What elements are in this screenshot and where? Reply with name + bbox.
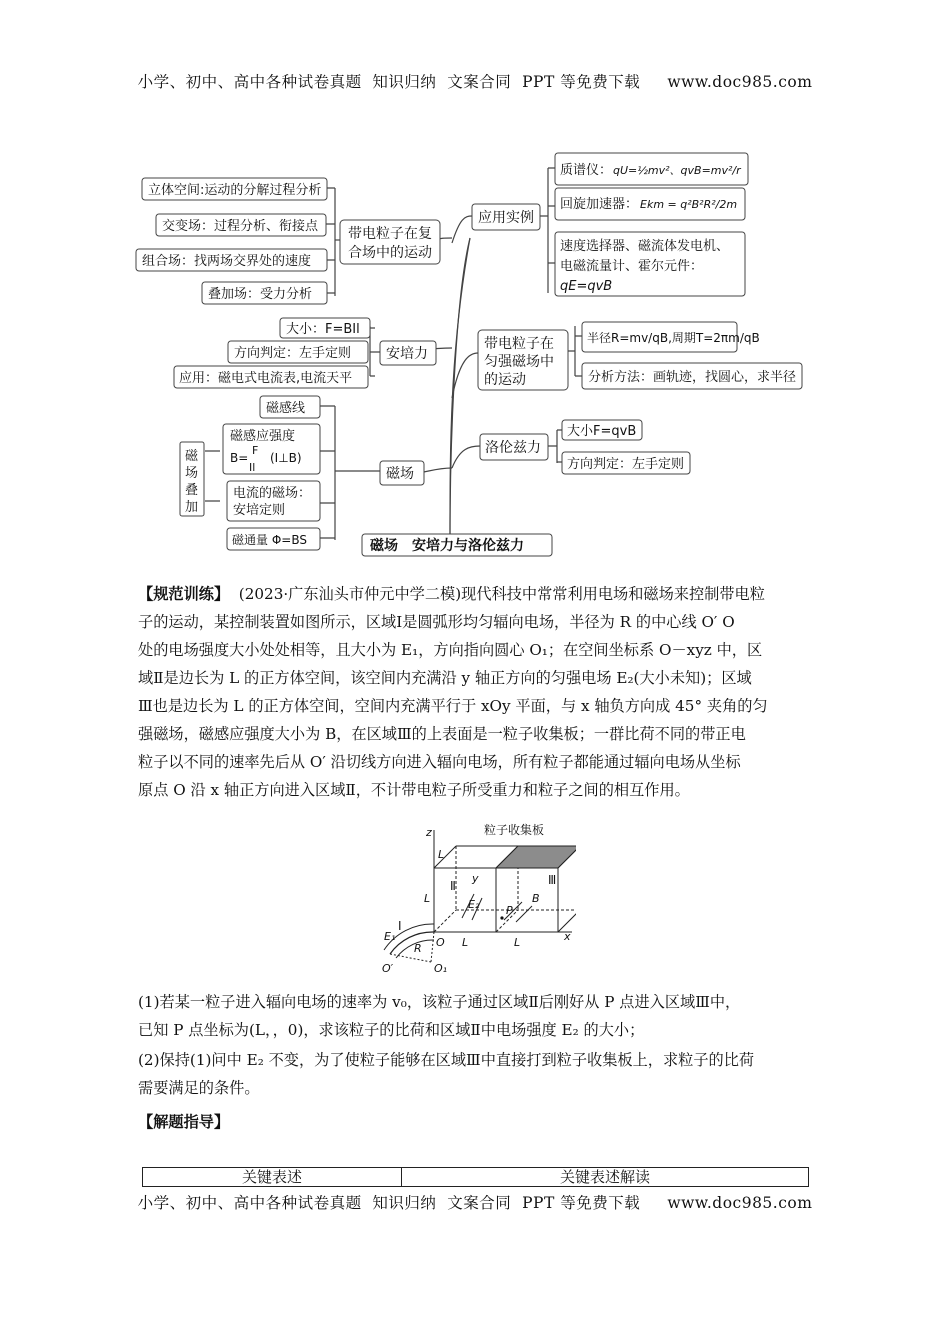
map-item-3d-space: 立体空间:运动的分解过程分析 bbox=[148, 183, 322, 198]
problem-tag: 【规范训练】 bbox=[138, 585, 230, 603]
problem-line-3: 处的电场强度大小处处相等，且大小为 E₁，方向指向圆心 O₁；在空间坐标系 O－xyz 中，区 bbox=[138, 641, 763, 659]
map-field-current-2: 安培定则 bbox=[233, 503, 286, 518]
map-side-4: 加 bbox=[185, 500, 199, 515]
fig-E2: E₂ bbox=[468, 898, 480, 911]
map-field-intensity-den: Il bbox=[249, 461, 256, 474]
map-devices-2: 电磁流量计、霍尔元件： bbox=[560, 259, 704, 274]
table-row bbox=[143, 1168, 809, 1187]
map-uniform-title-1: 带电粒子在 bbox=[484, 336, 554, 352]
fig-O1: O₁ bbox=[434, 962, 448, 975]
apparatus-figure bbox=[376, 822, 576, 977]
map-lorentz-direction: 方向判定：左手定则 bbox=[567, 457, 685, 472]
fig-L4: L bbox=[514, 936, 521, 949]
question-1-line-1: (1)若某一粒子进入辐向电场的速率为 v₀，该粒子通过区域Ⅱ后刚好从 P 点进入区域Ⅲ中， bbox=[138, 993, 741, 1011]
map-item-combined: 组合场：找两场交界处的速度 bbox=[142, 254, 312, 269]
map-field-intensity-title: 磁感应强度 bbox=[230, 429, 296, 444]
map-uniform-title-2: 匀强磁场中 bbox=[484, 354, 554, 370]
map-item-superposed: 叠加场：受力分析 bbox=[208, 287, 313, 302]
problem-line-1: (2023·广东汕头市仲元中学二模)现代科技中常常利用电场和磁场来控制带电粒 bbox=[238, 585, 765, 603]
map-ampere-direction: 方向判定：左手定则 bbox=[234, 346, 352, 361]
fig-R: R bbox=[414, 942, 422, 955]
guide-title: 【解题指导】 bbox=[138, 1113, 230, 1131]
map-root: 磁场 安培力与洛伦兹力 bbox=[370, 538, 524, 554]
problem-line-5: Ⅲ也是边长为 L 的正方体空间，空间内充满平行于 xOy 平面，与 x 轴负方向成 45° 夹角的匀 bbox=[138, 697, 768, 715]
map-side-2: 场 bbox=[185, 466, 199, 481]
map-uniform-radius: 半径R=mv/qB,周期T=2πm/qB bbox=[587, 331, 760, 345]
fig-z: z bbox=[426, 826, 432, 839]
question-2-line-1: (2)保持(1)问中 E₂ 不变，为了使粒子能够在区域Ⅲ中直接打到粒子收集板上，求粒子的比荷 bbox=[138, 1051, 755, 1069]
map-field-intensity-formula: B= bbox=[230, 451, 249, 465]
problem-line-6: 强磁场，磁感应强度大小为 B，在区域Ⅲ的上表面是一粒子收集板；一群比荷不同的带正电 bbox=[138, 725, 746, 743]
map-field-flux: 磁通量 Φ=BS bbox=[232, 533, 307, 547]
map-cyclotron: 回旋加速器： bbox=[560, 197, 639, 212]
map-side-1: 磁 bbox=[185, 449, 199, 464]
map-app-title: 应用实例 bbox=[478, 210, 534, 226]
fig-O: O bbox=[436, 936, 445, 949]
map-uniform-title-3: 的运动 bbox=[484, 372, 526, 388]
map-ampere-application: 应用：磁电式电流表,电流天平 bbox=[179, 371, 353, 386]
question-1-line-2: 已知 P 点坐标为(L，，0)，求该粒子的比荷和区域Ⅱ中电场强度 E₂ 的大小； bbox=[138, 1021, 645, 1039]
map-item-alternating: 交变场：过程分析、衔接点 bbox=[162, 219, 319, 234]
map-mass-spec-formula: qU=½mv²、qvB=mv²/r bbox=[613, 164, 741, 177]
map-field-current-1: 电流的磁场： bbox=[233, 486, 312, 501]
fig-x: x bbox=[564, 930, 571, 943]
problem-line-4: 域Ⅱ是边长为 L 的正方体空间，该空间内充满沿 y 轴正方向的匀强电场 E₂(大小未知)；区域 bbox=[138, 669, 752, 687]
map-lorentz-magnitude: 大小F=qvB bbox=[567, 424, 637, 439]
problem-line-7: 粒子以不同的速率先后从 O′ 沿切线方向进入辐向电场，所有粒子都能通过辐向电场从坐标 bbox=[138, 753, 741, 771]
map-devices-1: 速度选择器、磁流体发电机、 bbox=[560, 239, 730, 254]
mind-map bbox=[130, 148, 810, 558]
page-footer: 小学、初中、高中各种试卷真题 知识归纳 文案合同 PPT 等免费下载 www.doc985.com bbox=[137, 1194, 813, 1212]
map-field-lines: 磁感线 bbox=[266, 401, 306, 416]
map-composite-title-2: 合场中的运动 bbox=[348, 245, 432, 261]
map-field-intensity-num: F bbox=[252, 444, 259, 457]
map-lorentz-title: 洛伦兹力 bbox=[485, 440, 541, 456]
page-header: 小学、初中、高中各种试卷真题 知识归纳 文案合同 PPT 等免费下载 www.doc985.com bbox=[137, 73, 813, 91]
problem-line-8: 原点 O 沿 x 轴正方向进入区域Ⅱ，不计带电粒子所受重力和粒子之间的相互作用。 bbox=[138, 781, 690, 799]
question-1 bbox=[138, 988, 818, 1044]
map-field-intensity-cond: (I⊥B) bbox=[270, 451, 302, 465]
fig-Oprime: O′ bbox=[382, 962, 394, 975]
fig-P: P bbox=[506, 904, 513, 917]
fig-B: B bbox=[532, 892, 540, 905]
map-uniform-method: 分析方法：画轨迹，找圆心，求半径 bbox=[588, 370, 797, 385]
fig-E1: E₁ bbox=[384, 930, 396, 943]
fig-region3: Ⅲ bbox=[548, 873, 557, 887]
map-ampere-magnitude: 大小：F=BIl bbox=[286, 322, 360, 337]
fig-region2: Ⅱ bbox=[450, 879, 456, 893]
map-cyclotron-formula: Ekm = q²B²R²/2m bbox=[640, 198, 738, 211]
key-expression-table bbox=[142, 1167, 809, 1187]
map-mass-spec: 质谱仪： bbox=[560, 163, 613, 178]
fig-region1: Ⅰ bbox=[398, 919, 402, 933]
problem-text bbox=[138, 580, 818, 804]
table-header-interpretation: 关键表述解读 bbox=[402, 1168, 809, 1187]
fig-plate-label: 粒子收集板 bbox=[484, 823, 545, 837]
fig-y: y bbox=[472, 872, 479, 885]
fig-L2: L bbox=[424, 892, 431, 905]
fig-L3: L bbox=[462, 936, 469, 949]
map-ampere-title: 安培力 bbox=[386, 346, 428, 362]
map-devices-3: qE=qvB bbox=[560, 279, 613, 294]
fig-L1: L bbox=[438, 848, 445, 861]
table-header-expression: 关键表述 bbox=[143, 1168, 402, 1187]
map-side-3: 叠 bbox=[185, 483, 199, 498]
map-field-title: 磁场 bbox=[386, 466, 414, 482]
map-composite-title-1: 带电粒子在复 bbox=[348, 226, 432, 242]
question-2 bbox=[138, 1046, 818, 1102]
problem-line-2: 子的运动，某控制装置如图所示，区域Ⅰ是圆弧形均匀辐向电场，半径为 R 的中心线 O′ O bbox=[138, 613, 735, 631]
question-2-line-2: 需要满足的条件。 bbox=[138, 1079, 260, 1097]
